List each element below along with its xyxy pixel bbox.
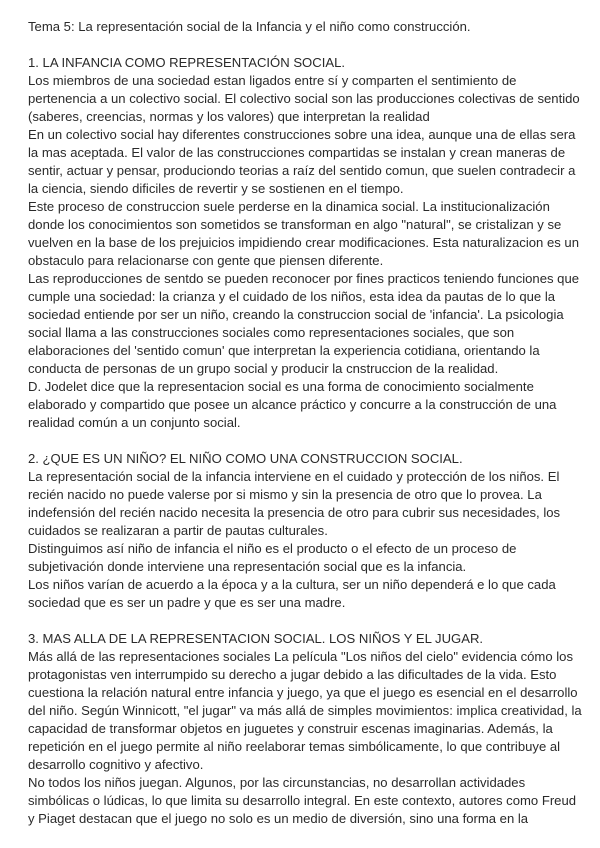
paragraph: Los miembros de una sociedad estan ligados entre sí y comparten el sentimiento de pertenencia a un colectivo social. El colectivo social son las producciones colectivas de sentido (saberes, creencias, normas y los valores) que interpretan la realidad <box>28 73 580 124</box>
paragraph: Distinguimos así niño de infancia el niño es el producto o el efecto de un proceso de subjetivación donde interviene una representación social que es la infancia. <box>28 541 517 574</box>
paragraph: Más allá de las representaciones sociales La película "Los niños del cielo" evidencia cómo los protagonistas ven interrumpido su derecho a jugar debido a las dificultades de la vida. Esto cuestiona la relación natural entre infancia y juego, ya que el juego es esencial en el desarrollo del niño. Según Winnicott, "el jugar" va más allá de simples movimientos: implica creatividad, la capacidad de transformar objetos en juguetes y construir escenas imaginarias. Además, la repetición en el juego permite al niño reelaborar temas simbólicamente, lo que contribuye al desarrollo cognitivo y afectivo. <box>28 649 582 772</box>
section-heading: 1. LA INFANCIA COMO REPRESENTACIÓN SOCIAL. <box>28 55 345 70</box>
section-ninos-jugar <box>28 630 582 828</box>
paragraph: Los niños varían de acuerdo a la época y a la cultura, ser un niño dependerá e lo que cada sociedad que es ser un padre y que es ser una madre. <box>28 577 556 610</box>
paragraph: En un colectivo social hay diferentes construcciones sobre una idea, aunque una de ellas sera la mas aceptada. El valor de las construcciones compartidas se instalan y crean maneras de sentir, actuar y pensar, produciondo teorias a raíz del sentido comun, que suelen contradecir a la ciencia, siendo dificiles de revertir y se sostienen en el tiempo. <box>28 127 576 196</box>
section-infancia-representacion <box>28 54 582 432</box>
section-heading: 3. MAS ALLA DE LA REPRESENTACION SOCIAL. LOS NIÑOS Y EL JUGAR. <box>28 631 484 646</box>
paragraph: D. Jodelet dice que la representacion social es una forma de conocimiento socialmente elaborado y compartido que posee un alcance práctico y concurre a la construcción de una realidad común a un conjunto social. <box>28 379 557 430</box>
paragraph: La representación social de la infancia interviene en el cuidado y protección de los niños. El recién nacido no puede valerse por si mismo y sin la presencia de otro que lo provea. La indefensión del recién nacido necesita la presencia de otro para cubrir sus necesidades, los cuidados se realizaran a partir de pautas culturales. <box>28 469 561 538</box>
document-title: Tema 5: La representación social de la Infancia y el niño como construcción. <box>28 19 471 34</box>
section-heading: 2. ¿QUE ES UN NIÑO? EL NIÑO COMO UNA CONSTRUCCION SOCIAL. <box>28 451 463 466</box>
paragraph: No todos los niños juegan. Algunos, por las circunstancias, no desarrollan actividades simbólicas o lúdicas, lo que limita su desarrollo integral. En este contexto, autores como Freud y Piaget destacan que el juego no solo es un medio de diversión, sino una forma en la <box>28 775 577 826</box>
paragraph: Este proceso de construccion suele perderse en la dinamica social. La institucionalización donde los conocimientos son sometidos se transforman en algo "natural", se cristalizan y se vuelven en la base de los prejuicios impidiendo crear modificaciones. Esta naturalizacion es un obstaculo para relacionarse con gente que piensen diferente. <box>28 199 579 268</box>
paragraph: Las reproducciones de sentdo se pueden reconocer por fines practicos teniendo funciones que cumple una sociedad: la crianza y el cuidado de los niños, esta idea da pautas de lo que la sociedad entiende por ser un niño, creando la construccion social de 'infancia'. La psicologia social llama a las construcciones sociales como representaciones sociales, que son elaboraciones del 'sentido comun' que interpretan la experiencia cotidiana, orientando la conducta de personas de un grupo social y producir la cnstruccion de la realidad. <box>28 271 580 376</box>
section-nino-construccion <box>28 450 582 612</box>
